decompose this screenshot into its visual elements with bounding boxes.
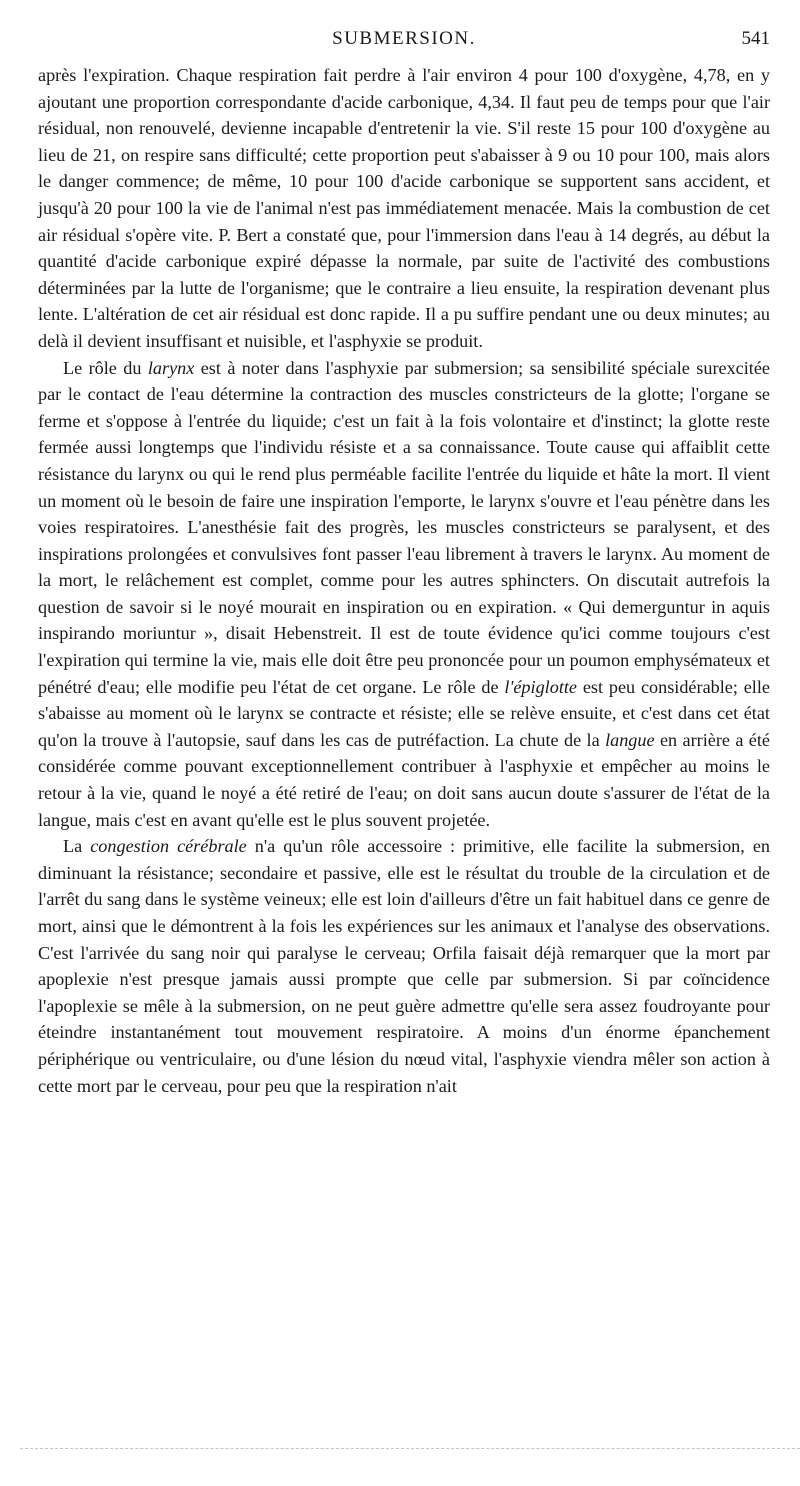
- running-title: SUBMERSION.: [332, 28, 476, 49]
- text-run: est peu considérable; elle s'abaisse au moment où le larynx se contracte et résiste; elle se relève ensuite, et c'est dans cet état qu'on la trouve à l'autopsie, sauf dans les cas de putréfaction. La chute de la: [38, 676, 770, 750]
- text-run: La: [63, 836, 91, 857]
- running-header: [38, 28, 770, 62]
- paragraph-3: [38, 833, 770, 1099]
- text-run: est à noter dans l'asphyxie par submersion; sa sensibilité spéciale surexcitée par le contact de l'eau détermine la contraction des muscles constricteurs de la glotte; l'organe se ferme et s'oppose à l'entrée du liquide; c'est un fait à la fois volontaire et d'instinct; la glotte reste fermée aussi longtemps que l'individu résiste et a sa connaissance. Toute cause qui affaiblit cette résistance du larynx ou qui le rend plus perméable facilite l'entrée du liquide et hâte la mort. Il vient un moment où le besoin de faire une inspiration l'emporte, le larynx s'ouvre et l'eau pénètre dans les voies respiratoires. L'anesthésie fait des progrès, les muscles constricteurs se paralysent, et des inspirations prolongées et convulsives font passer l'eau librement à travers le larynx. Au moment de la mort, le relâchement est complet, comme pour les autres sphincters. On discutait autrefois la question de savoir si le noyé mourait en inspiration ou en expiration. « Qui demerguntur in aquis inspirando moriuntur », disait Hebenstreit. Il est de toute évidence qu'ici comme toujours c'est l'expiration qui termine la vie, mais elle doit être peu prononcée pour un poumon emphysémateux et pénétré d'eau; elle modifie peu l'état de cet organe. Le rôle de: [38, 357, 770, 697]
- text-run: n'a qu'un rôle accessoire : primitive, elle facilite la submersion, en diminuant la résistance; secondaire et passive, elle est le résultat du trouble de la circulation et de l'arrêt du sang dans le système veineux; elle est loin d'ailleurs d'être un fait habituel dans ce genre de mort, ainsi que le démontrent à la fois les expériences sur les animaux et l'analyse des observations. C'est l'arrivée du sang noir qui paralyse le cerveau; Orfila faisait déjà remarquer que la mort par apoplexie n'est presque jamais aussi prompte que celle par submersion. Si par coïncidence l'apoplexie se mêle à la submersion, on ne peut guère admettre qu'elle sera assez foudroyante pour éteindre instantanément tout mouvement respiratoire. A moins d'un énorme épanchement périphérique ou ventriculaire, ou d'une lésion du nœud vital, l'asphyxie viendra mêler son action à cette mort par le cerveau, pour peu que la respiration n'ait: [38, 836, 771, 1096]
- italic-term: congestion cérébrale: [90, 836, 247, 857]
- paragraph-1: [38, 62, 770, 355]
- body-text: [38, 62, 770, 1099]
- text-run: en arrière a été considérée comme pouvant exceptionnellement contribuer à l'asphyxie et empêcher au moins le retour à la vie, quand le noyé a été retiré de l'eau; on doit sans aucun doute s'assurer de l'état de la langue, mais c'est en avant qu'elle est le plus souvent projetée.: [38, 729, 770, 830]
- text-run: Le rôle du: [63, 357, 148, 378]
- bottom-rule: [20, 1448, 800, 1449]
- text-run: après l'expiration. Chaque respiration fait perdre à l'air environ 4 pour 100 d'oxygène, 4,78, en y ajoutant une proportion correspondante d'acide carbonique, 4,34. Il faut peu de temps pour que l'air résidual, non renouvelé, devienne incapable d'entretenir la vie. S'il reste 15 pour 100 d'oxygène au lieu de 21, on respire sans difficulté; cette proportion peut s'abaisser à 9 ou 10 pour 100, mais alors le danger commence; de même, 10 pour 100 d'acide carbonique se supportent sans accident, et jusqu'à 20 pour 100 la vie de l'animal n'est pas immédiatement menacée. Mais la combustion de cet air résidual s'opère vite. P. Bert a constaté que, pour l'immersion dans l'eau à 14 degrés, au début la quantité d'acide carbonique expiré dépasse la normale, par suite de l'activité des combustions déterminées par la lutte de l'organisme; que le contraire a lieu ensuite, la respiration devenant plus lente. L'altération de cet air résidual est donc rapide. Il a pu suffire pendant une ou deux minutes; au delà il devient insuffisant et nuisible, et l'asphyxie se produit.: [38, 65, 770, 351]
- page-number: 541: [741, 28, 770, 49]
- italic-term: larynx: [147, 357, 195, 378]
- italic-term: langue: [605, 729, 655, 750]
- document-page: [38, 0, 770, 1486]
- italic-term: l'épiglotte: [504, 676, 578, 697]
- paragraph-2: [38, 355, 770, 834]
